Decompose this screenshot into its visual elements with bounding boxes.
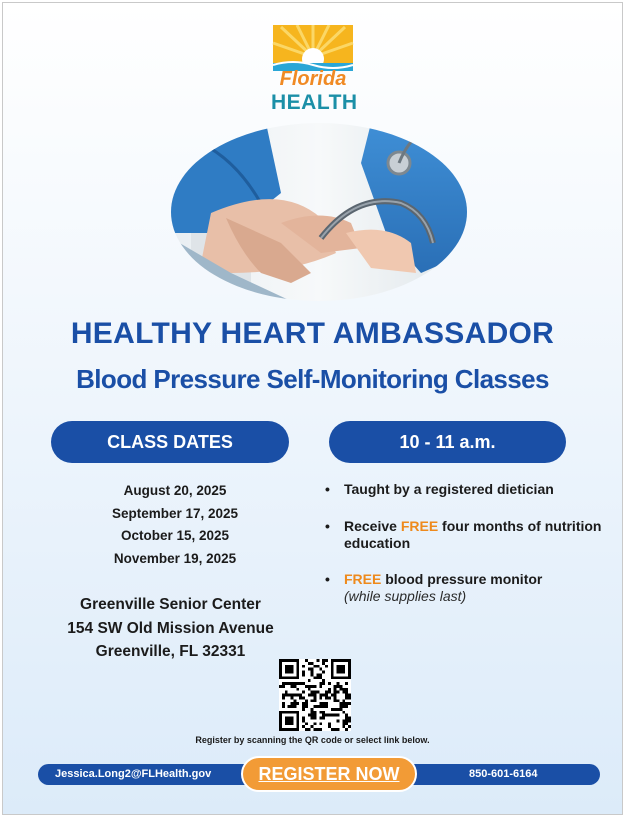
benefit-text-part: four months of nutrition education	[344, 518, 602, 551]
benefit-text-part: blood pressure monitor	[381, 571, 543, 587]
class-dates-list	[99, 480, 251, 571]
benefit-text	[344, 518, 606, 552]
subheadline: Blood Pressure Self-Monitoring Classes	[76, 364, 549, 394]
venue-name: Greenville Senior Center	[80, 596, 261, 613]
logo-word-florida: Florida	[279, 68, 347, 90]
bullet-icon: •	[325, 571, 330, 587]
class-time-banner: 10 - 11 a.m.	[329, 421, 566, 463]
class-date: November 19, 2025	[113, 551, 237, 567]
venue-address	[43, 593, 298, 664]
class-dates-banner: CLASS DATES	[51, 421, 289, 463]
contact-email-link[interactable]: Jessica.Long2@FLHealth.gov	[55, 768, 212, 780]
headline: HEALTHY HEART AMBASSADOR	[70, 317, 555, 350]
venue-city: Greenville, FL 32331	[95, 643, 246, 660]
bullet-icon: •	[325, 518, 330, 534]
free-highlight: FREE	[400, 518, 439, 534]
contact-phone: 850-601-6164	[469, 768, 538, 780]
benefit-text-part: Taught by a registered dietician	[344, 481, 554, 497]
registration-qr-code[interactable]	[279, 659, 351, 731]
benefit-text	[344, 481, 606, 498]
benefit-text	[344, 571, 606, 605]
class-date: August 20, 2025	[123, 483, 227, 498]
register-instructions: Register by scanning the QR code or select link below.	[195, 735, 430, 745]
register-now-button[interactable]: REGISTER NOW	[241, 756, 417, 792]
qr-code-icon	[279, 659, 351, 731]
venue-street: 154 SW Old Mission Avenue	[67, 619, 274, 637]
class-date: October 15, 2025	[120, 528, 230, 544]
class-date: September 17, 2025	[111, 505, 239, 521]
logo-word-health: HEALTH	[271, 91, 358, 114]
florida-health-logo	[271, 25, 358, 115]
supplies-note: (while supplies last)	[344, 588, 467, 604]
blood-pressure-measurement-photo-icon	[171, 123, 467, 301]
free-highlight: FREE	[344, 571, 382, 587]
flyer-page	[2, 2, 623, 815]
benefit-text-part: Receive	[344, 518, 401, 534]
hero-photo	[171, 123, 467, 301]
bullet-icon: •	[325, 481, 330, 497]
